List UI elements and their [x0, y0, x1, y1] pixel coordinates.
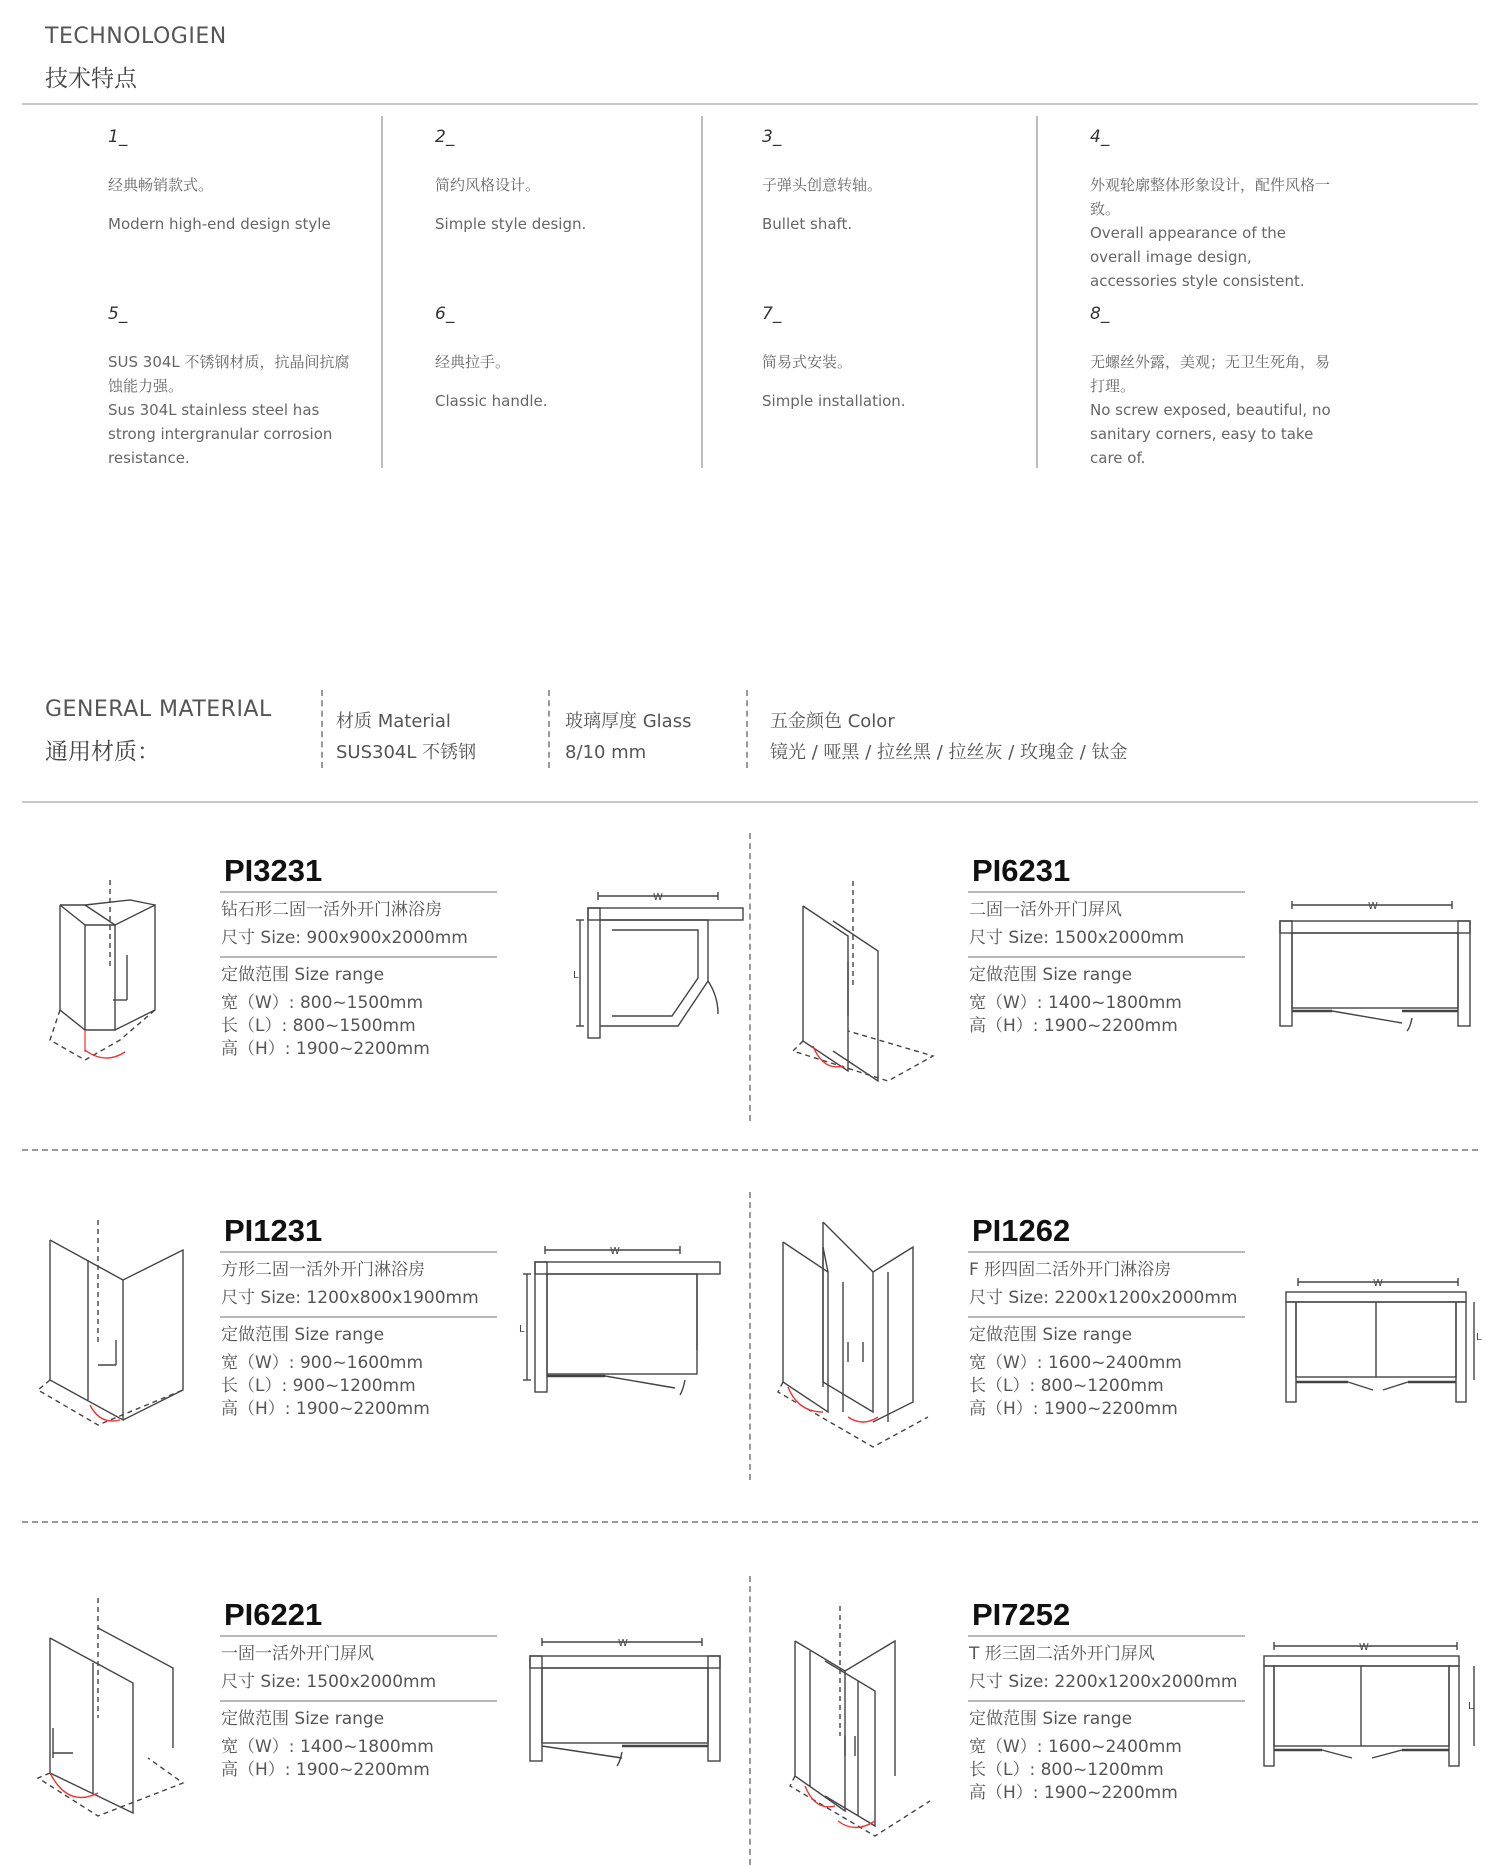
color-label: 五金颜色 Color [770, 711, 895, 732]
feature-item-3 [762, 127, 1012, 236]
product-size: 尺寸 Size: 2200x1200x2000mm [969, 1672, 1238, 1692]
length-dimension-label: L [1476, 1332, 1482, 1343]
size-range-label: 定做范围 Size range [221, 1325, 385, 1345]
product-code: PI6231 [972, 853, 1071, 888]
range-length: 长（L）: 800~1500mm [221, 1016, 416, 1036]
product-name: 钻石形二固一活外开门淋浴房 [221, 900, 442, 920]
material-title-zh: 通用材质： [45, 739, 160, 765]
plan-view-diagram [1272, 893, 1472, 1033]
glass-spec [565, 706, 691, 768]
material-divider [746, 690, 748, 768]
section-title-zh: 技术特点 [45, 66, 137, 92]
feature-text-zh: 简易式安装。 [762, 353, 853, 371]
feature-text-zh: 子弹头创意转轴。 [762, 176, 883, 194]
material-divider [321, 690, 323, 768]
width-dimension-label: W [1359, 1642, 1369, 1653]
range-height: 高（H）: 1900~2200mm [221, 1039, 430, 1059]
product-divider [968, 1700, 1245, 1702]
range-width: 宽（W）: 900~1600mm [221, 1353, 424, 1373]
product-code: PI1231 [224, 1213, 323, 1248]
product-divider [220, 891, 497, 893]
width-dimension-label: W [618, 1638, 628, 1649]
product-column-divider [749, 1192, 751, 1480]
product-divider [220, 956, 497, 958]
range-length: 长（L）: 900~1200mm [221, 1376, 416, 1396]
range-height: 高（H）: 1900~2200mm [221, 1399, 430, 1419]
product-name: 一固一活外开门屏风 [221, 1644, 374, 1664]
length-dimension-label: L [573, 970, 579, 981]
size-range-label: 定做范围 Size range [221, 965, 385, 985]
plan-view-diagram [1262, 1634, 1482, 1774]
range-width: 宽（W）: 1600~2400mm [969, 1353, 1182, 1373]
plan-view-diagram [1278, 1270, 1482, 1410]
product-name: F 形四固二活外开门淋浴房 [969, 1260, 1172, 1280]
length-dimension-label: L [1468, 1701, 1474, 1712]
plan-view-diagram [515, 1240, 715, 1400]
product-row-divider [22, 1521, 1478, 1523]
product-divider [220, 1700, 497, 1702]
product-size: 尺寸 Size: 1500x2000mm [221, 1672, 437, 1692]
material-value: SUS304L 不锈钢 [336, 742, 477, 763]
range-height: 高（H）: 1900~2200mm [969, 1783, 1178, 1803]
size-range-label: 定做范围 Size range [969, 1709, 1133, 1729]
feature-text-en: Modern high-end design style [108, 215, 331, 233]
product-name: T 形三固二活外开门屏风 [969, 1644, 1155, 1664]
material-title-en: GENERAL MATERIAL [45, 697, 272, 722]
range-height: 高（H）: 1900~2200mm [221, 1760, 430, 1780]
feature-text-en: No screw exposed, beautiful, no sanitary corners, easy to take care of. [1090, 401, 1331, 467]
product-code: PI7252 [972, 1597, 1071, 1632]
isometric-diagram [788, 876, 938, 1086]
width-dimension-label: W [653, 892, 663, 903]
range-length: 长（L）: 800~1200mm [969, 1760, 1164, 1780]
feature-text-en: Sus 304L stainless steel has strong intergranular corrosion resistance. [108, 401, 333, 467]
product-name: 二固一活外开门屏风 [969, 900, 1122, 920]
product-size: 尺寸 Size: 1500x2000mm [969, 928, 1185, 948]
isometric-diagram [45, 870, 195, 1070]
width-dimension-label: W [610, 1246, 620, 1257]
feature-number: 2_ [435, 127, 455, 147]
range-width: 宽（W）: 800~1500mm [221, 993, 424, 1013]
product-column-divider [749, 833, 751, 1121]
color-value: 镜光 / 哑黑 / 拉丝黑 / 拉丝灰 / 玫瑰金 / 钛金 [770, 742, 1128, 763]
feature-item-8 [1090, 304, 1340, 470]
product-divider [220, 1251, 497, 1253]
product-row-divider [22, 1149, 1478, 1151]
product-divider [968, 1635, 1245, 1637]
size-range-label: 定做范围 Size range [969, 1325, 1133, 1345]
feature-number: 5_ [108, 304, 128, 324]
isometric-diagram [38, 1215, 198, 1435]
feature-column-divider [701, 116, 703, 468]
feature-item-7 [762, 304, 1012, 413]
isometric-diagram [38, 1598, 198, 1818]
range-height: 高（H）: 1900~2200mm [969, 1016, 1178, 1036]
isometric-diagram [778, 1212, 948, 1452]
product-code: PI3231 [224, 853, 323, 888]
range-width: 宽（W）: 1400~1800mm [969, 993, 1182, 1013]
material-label: 材质 Material [336, 711, 451, 732]
feature-number: 8_ [1090, 304, 1110, 324]
feature-item-1 [108, 127, 358, 236]
feature-text-zh: 无螺丝外露，美观；无卫生死角，易打理。 [1090, 353, 1331, 395]
feature-text-en: Simple style design. [435, 215, 587, 233]
feature-item-5 [108, 304, 358, 470]
range-width: 宽（W）: 1400~1800mm [221, 1737, 434, 1757]
color-spec [770, 706, 1128, 768]
plan-view-diagram [568, 886, 728, 1046]
feature-text-zh: SUS 304L 不锈钢材质，抗晶间抗腐蚀能力强。 [108, 353, 350, 395]
section-title-en: TECHNOLOGIEN [45, 24, 227, 49]
range-height: 高（H）: 1900~2200mm [969, 1399, 1178, 1419]
glass-label: 玻璃厚度 Glass [565, 711, 692, 732]
width-dimension-label: W [1368, 901, 1378, 912]
feature-text-en: Simple installation. [762, 392, 906, 410]
product-size: 尺寸 Size: 1200x800x1900mm [221, 1288, 479, 1308]
feature-number: 7_ [762, 304, 782, 324]
header-divider [22, 103, 1478, 105]
product-divider [220, 1635, 497, 1637]
product-size: 尺寸 Size: 2200x1200x2000mm [969, 1288, 1238, 1308]
product-name: 方形二固一活外开门淋浴房 [221, 1260, 425, 1280]
feature-item-4 [1090, 127, 1340, 293]
feature-text-zh: 经典畅销款式。 [108, 176, 214, 194]
length-dimension-label: L [519, 1324, 525, 1335]
size-range-label: 定做范围 Size range [221, 1709, 385, 1729]
product-code: PI1262 [972, 1213, 1071, 1248]
feature-text-zh: 外观轮廓整体形象设计，配件风格一致。 [1090, 176, 1331, 218]
product-size: 尺寸 Size: 900x900x2000mm [221, 928, 468, 948]
product-divider [968, 956, 1245, 958]
plan-view-diagram [522, 1630, 722, 1770]
product-column-divider [749, 1576, 751, 1865]
product-divider [968, 1251, 1245, 1253]
glass-value: 8/10 mm [565, 742, 647, 763]
feature-text-zh: 简约风格设计。 [435, 176, 541, 194]
feature-number: 4_ [1090, 127, 1110, 147]
feature-number: 6_ [435, 304, 455, 324]
material-spec [336, 706, 476, 768]
feature-item-6 [435, 304, 685, 413]
range-length: 长（L）: 800~1200mm [969, 1376, 1164, 1396]
feature-column-divider [1036, 116, 1038, 468]
feature-number: 1_ [108, 127, 128, 147]
feature-number: 3_ [762, 127, 782, 147]
product-divider [220, 1316, 497, 1318]
size-range-label: 定做范围 Size range [969, 965, 1133, 985]
feature-text-en: Overall appearance of the overall image design, accessories style consistent. [1090, 224, 1305, 290]
feature-text-zh: 经典拉手。 [435, 353, 511, 371]
feature-item-2 [435, 127, 685, 236]
range-width: 宽（W）: 1600~2400mm [969, 1737, 1182, 1757]
feature-text-en: Bullet shaft. [762, 215, 853, 233]
material-divider [548, 690, 550, 768]
isometric-diagram [790, 1606, 940, 1846]
product-divider [968, 891, 1245, 893]
product-divider [968, 1316, 1245, 1318]
feature-text-en: Classic handle. [435, 392, 548, 410]
width-dimension-label: W [1373, 1278, 1383, 1289]
material-divider-line [22, 801, 1478, 803]
product-code: PI6221 [224, 1597, 323, 1632]
feature-column-divider [381, 116, 383, 468]
